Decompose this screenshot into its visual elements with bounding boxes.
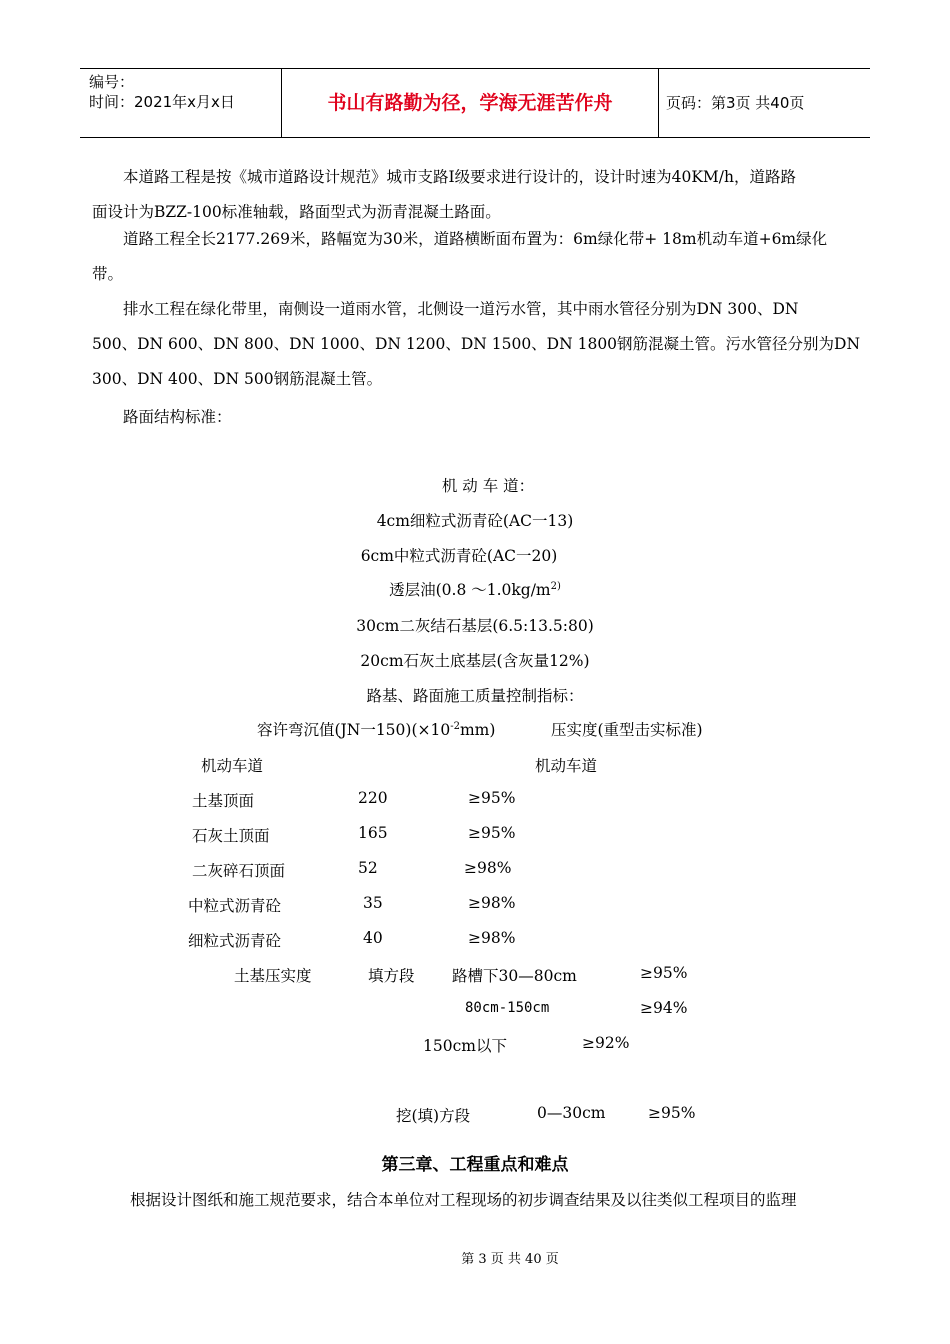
compaction-header: 压实度(重型击实标准) — [551, 721, 703, 739]
structure-layer: 20cm石灰土底基层(含灰量12%) — [360, 652, 590, 670]
page-footer: 第 3 页 共 40 页 — [461, 1252, 559, 1267]
paragraph-road-length — [92, 222, 858, 257]
superscript: -2 — [450, 720, 460, 732]
deflection-label: 容许弯沉值(JN一150)(×10 — [257, 721, 451, 739]
fill-range: 150cm以下 — [423, 1037, 507, 1055]
column-label-left: 机动车道 — [201, 757, 264, 775]
cut-range: 0—30cm — [537, 1104, 606, 1122]
row-name: 二灰碎石顶面 — [192, 862, 286, 880]
time-label: 时间：2021年x月x日 — [89, 93, 235, 111]
deflection-unit: mm) — [459, 721, 496, 739]
fill-value: ≥94% — [640, 999, 688, 1017]
subgrade-label: 土基压实度 — [234, 967, 312, 985]
paragraph-design-standard — [92, 160, 858, 195]
row-name: 土基顶面 — [192, 792, 255, 810]
header-motto: 书山有路勤为径，学海无涯苦作舟 — [327, 92, 613, 114]
fill-label: 填方段 — [368, 967, 415, 985]
pavement-structure-heading: 路面结构标准： — [123, 408, 232, 426]
row-name: 石灰土顶面 — [192, 827, 270, 845]
text-line: 500、DN 600、DN 800、DN 1000、DN 1200、DN 1500、DN 1800钢筋混凝土管。污水管径分别为DN — [92, 335, 861, 353]
header-meta — [89, 72, 235, 112]
structure-layer: 30cm二灰结石基层(6.5:13.5:80) — [356, 617, 594, 635]
structure-layer: 4cm细粒式沥青砼(AC一13) — [376, 512, 574, 530]
row-name: 细粒式沥青砼 — [188, 932, 282, 950]
text-line: 面设计为BZZ-100标准轴载，路面型式为沥青混凝土路面。 — [92, 203, 501, 221]
row-compaction: ≥98% — [468, 929, 516, 947]
paragraph-drainage — [92, 292, 858, 327]
chapter-text: 根据设计图纸和施工规范要求，结合本单位对工程现场的初步调查结果及以往类似工程项目的监理 — [130, 1191, 797, 1209]
fill-range: 80cm-150cm — [465, 1000, 550, 1016]
text-line: 道路工程全长2177.269米，路幅宽为30米，道路横断面布置为：6m绿化带+ 18m机动车道+6m绿化 — [123, 230, 828, 248]
row-compaction: ≥95% — [468, 789, 516, 807]
chapter-title: 第三章、工程重点和难点 — [381, 1155, 569, 1175]
superscript: 2) — [550, 580, 561, 592]
quality-title: 路基、路面施工质量控制指标： — [366, 687, 584, 705]
row-compaction: ≥98% — [464, 859, 512, 877]
text-line: 排水工程在绿化带里，南侧设一道雨水管，北侧设一道污水管，其中雨水管径分别为DN 300、DN — [123, 300, 799, 318]
structure-title: 机 动 车 道： — [441, 477, 535, 495]
header-divider — [658, 69, 659, 137]
row-deflection: 35 — [363, 894, 383, 912]
column-label-right: 机动车道 — [535, 757, 598, 775]
row-compaction: ≥98% — [468, 894, 516, 912]
header-page-info: 页码：第3页 共40页 — [666, 94, 805, 112]
structure-layer-text: 透层油(0.8 ～1.0kg/m — [389, 581, 551, 599]
row-deflection: 52 — [358, 859, 378, 877]
deflection-header — [257, 718, 495, 740]
row-name: 中粒式沥青砼 — [188, 897, 282, 915]
cut-value: ≥95% — [648, 1104, 696, 1122]
structure-layer: 6cm中粒式沥青砼(AC一20) — [360, 547, 558, 565]
text-line: 本道路工程是按《城市道路设计规范》城市支路Ⅰ级要求进行设计的，设计时速为40KM/h，道路路 — [123, 168, 797, 186]
fill-value: ≥92% — [582, 1034, 630, 1052]
cut-label: 挖(填)方段 — [396, 1107, 471, 1125]
row-compaction: ≥95% — [468, 824, 516, 842]
structure-layer — [0, 578, 950, 600]
fill-value: ≥95% — [640, 964, 688, 982]
text-line: 带。 — [92, 265, 124, 283]
number-label: 编号： — [89, 73, 135, 91]
text-line: 300、DN 400、DN 500钢筋混凝土管。 — [92, 370, 383, 388]
fill-range: 路槽下30—80cm — [452, 967, 577, 985]
row-deflection: 40 — [363, 929, 383, 947]
row-deflection: 220 — [358, 789, 388, 807]
page-header — [80, 68, 870, 138]
row-deflection: 165 — [358, 824, 388, 842]
